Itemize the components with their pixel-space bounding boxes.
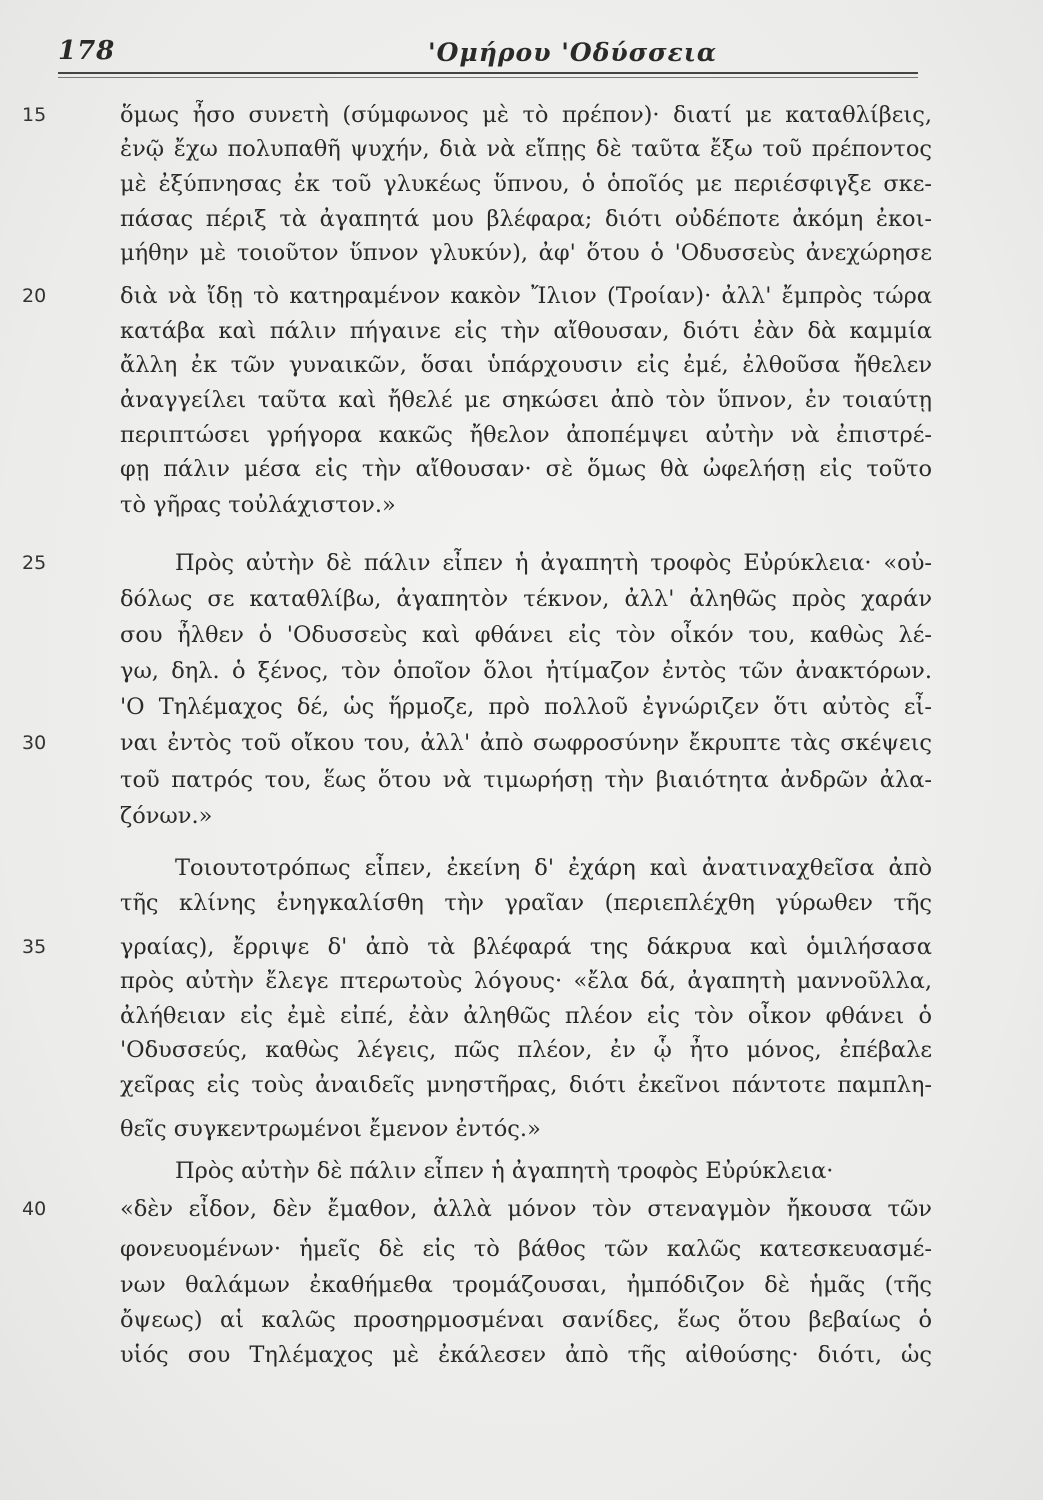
line-number-40: 40 <box>22 1198 47 1220</box>
text-line: θεῖς συγκεντρωμένοι ἔμενον ἐντός.» <box>120 1116 541 1142</box>
text-line: σου ἦλθεν ὁ 'Οδυσσεὺς καὶ φθάνει εἰς τὸν οἶκόν του, καθὼς λέ- <box>120 622 932 648</box>
text-line: κατάβα καὶ πάλιν πήγαινε εἰς τὴν αἴθουσαν, διότι ἐὰν δὰ καμμία <box>120 318 932 344</box>
text-line: Τοιουτοτρόπως εἶπεν, ἐκείνη δ' ἐχάρη καὶ ἀνατιναχθεῖσα ἀπὸ <box>175 855 932 881</box>
page-number: 178 <box>58 36 116 66</box>
text-line: «δὲν εἶδον, δὲν ἔμαθον, ἀλλὰ μόνον τὸν στεναγμὸν ἤκουσα τῶν <box>120 1196 932 1222</box>
text-line: νων θαλάμων ἐκαθήμεθα τρομάζουσαι, ἠμπόδιζον δὲ ἡμᾶς (τῆς <box>120 1272 932 1298</box>
text-line: γραίας), ἔρριψε δ' ἀπὸ τὰ βλέφαρά της δάκρυα καὶ ὁμιλήσασα <box>120 934 932 960</box>
line-number-35: 35 <box>22 936 47 958</box>
text-line: ὅμως ἦσο συνετὴ (σύμφωνος μὲ τὸ πρέπον)· διατί με καταθλίβεις, <box>120 102 932 128</box>
text-line: διὰ νὰ ἴδῃ τὸ κατηραμένον κακὸν Ἴλιον (Τροίαν)· ἀλλ' ἔμπρὸς τώρα <box>120 283 932 309</box>
running-title: 'Ομήρου 'Οδύσσεια <box>428 38 718 67</box>
text-line: τὸ γῆρας τοὐλάχιστον.» <box>120 492 396 518</box>
text-line: τοῦ πατρός του, ἕως ὅτου νὰ τιμωρήσῃ τὴν βιαιότητα ἀνδρῶν ἀλα- <box>120 767 932 793</box>
text-line: ζόνων.» <box>120 803 213 829</box>
text-line: ὄψεως) αἱ καλῶς προσηρμοσμέναι σανίδες, ἕως ὅτου βεβαίως ὁ <box>120 1307 932 1333</box>
text-line: δόλως σε καταθλίβω, ἀγαπητὸν τέκνον, ἀλλ' ἀληθῶς πρὸς χαράν <box>120 586 932 612</box>
text-line: φονευομένων· ἡμεῖς δὲ εἰς τὸ βάθος τῶν καλῶς κατεσκευασμέ- <box>120 1236 932 1262</box>
line-number-20: 20 <box>22 285 47 307</box>
line-number-25: 25 <box>22 552 47 574</box>
text-line: ναι ἐντὸς τοῦ οἴκου του, ἀλλ' ἀπὸ σωφροσύνην ἔκρυπτε τὰς σκέψεις <box>120 730 932 756</box>
line-number-15: 15 <box>22 104 47 126</box>
line-number-30: 30 <box>22 732 47 754</box>
header-rule <box>58 72 918 74</box>
page-header <box>58 30 918 74</box>
header-rule-thin <box>58 77 918 78</box>
text-line: 'Ο Τηλέμαχος δέ, ὡς ἥρμοζε, πρὸ πολλοῦ ἐγνώριζεν ὅτι αὐτὸς εἶ- <box>120 694 932 720</box>
text-line: υἱός σου Τηλέμαχος μὲ ἐκάλεσεν ἀπὸ τῆς αἰθούσης· διότι, ὡς <box>120 1342 932 1368</box>
text-line: ἀναγγείλει ταῦτα καὶ ἤθελέ με σηκώσει ἀπὸ τὸν ὕπνον, ἐν τοιαύτῃ <box>120 387 932 413</box>
text-line: 'Οδυσσεύς, καθὼς λέγεις, πῶς πλέον, ἐν ᾧ ἦτο μόνος, ἐπέβαλε <box>120 1037 932 1063</box>
text-line: χεῖρας εἰς τοὺς ἀναιδεῖς μνηστῆρας, διότι ἐκεῖνοι πάντοτε παμπλη- <box>120 1072 932 1098</box>
text-line: περιπτώσει γρήγορα κακῶς ἤθελον ἀποπέμψει αὐτὴν νὰ ἐπιστρέ- <box>120 422 932 448</box>
text-line: ἀλήθειαν εἰς ἐμὲ εἰπέ, ἐὰν ἀληθῶς πλέον εἰς τὸν οἶκον φθάνει ὁ <box>120 1003 932 1029</box>
text-line: μὲ ἐξύπνησας ἐκ τοῦ γλυκέως ὕπνου, ὁ ὁποῖός με περιέσφιγξε σκε- <box>120 171 932 197</box>
text-line: πρὸς αὐτὴν ἔλεγε πτερωτοὺς λόγους· «ἔλα δά, ἀγαπητὴ μαννοῦλλα, <box>120 968 932 994</box>
text-line: Πρὸς αὐτὴν δὲ πάλιν εἶπεν ἡ ἀγαπητὴ τροφὸς Εὐρύκλεια· <box>175 1158 834 1184</box>
text-line: Πρὸς αὐτὴν δὲ πάλιν εἶπεν ἡ ἀγαπητὴ τροφὸς Εὐρύκλεια· «οὐ- <box>175 550 932 576</box>
text-line: γω, δηλ. ὁ ξένος, τὸν ὁποῖον ὅλοι ἠτίμαζον ἐντὸς τῶν ἀνακτόρων. <box>120 658 932 684</box>
text-line: ἄλλη ἐκ τῶν γυναικῶν, ὅσαι ὑπάρχουσιν εἰς ἐμέ, ἐλθοῦσα ἤθελεν <box>120 352 932 378</box>
text-line: πάσας πέριξ τὰ ἀγαπητά μου βλέφαρα; διότι οὐδέποτε ἀκόμη ἐκοι- <box>120 206 932 232</box>
text-line: μήθην μὲ τοιοῦτον ὕπνον γλυκύν), ἀφ' ὅτου ὁ 'Οδυσσεὺς ἀνεχώρησε <box>120 240 932 266</box>
text-line: τῆς κλίνης ἐνηγκαλίσθη τὴν γραῖαν (περιεπλέχθη γύρωθεν τῆς <box>120 890 932 916</box>
text-line: φῃ πάλιν μέσα εἰς τὴν αἴθουσαν· σὲ ὅμως θὰ ὠφελήσῃ εἰς τοῦτο <box>120 456 932 482</box>
text-line: ἐνῷ ἔχω πολυπαθῆ ψυχήν, διὰ νὰ εἴπῃς δὲ ταῦτα ἔξω τοῦ πρέποντος <box>120 136 932 162</box>
